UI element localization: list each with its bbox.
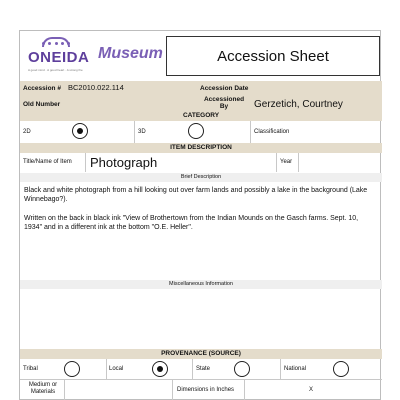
divider <box>64 380 65 400</box>
misc-info-label: Miscellaneous Information <box>20 280 382 289</box>
sheet-header <box>20 31 382 81</box>
dimensions-label: Dimensions in Inches <box>177 387 235 393</box>
brief-description-paragraph-2[interactable]: Written on the back in black ink "View of Brothertown from the Indian Mounds on the Gasch farms. Sept. 10, 1934" and in a different ink at the bottom "O.E. Heller". <box>24 215 359 231</box>
logo-word: ONEIDA <box>28 49 90 66</box>
divider <box>280 359 281 379</box>
provenance-state-label: State <box>196 366 211 372</box>
provenance-row <box>20 359 382 379</box>
accession-date-label: Accession Date <box>200 85 249 92</box>
provenance-heading: PROVENANCE (SOURCE) <box>20 349 382 359</box>
divider <box>244 380 245 400</box>
sheet-title: Accession Sheet <box>166 36 380 76</box>
year-label: Year <box>280 159 293 165</box>
accessioned-by-label: Accessioned By <box>203 96 245 110</box>
old-number-label: Old Number <box>23 101 61 108</box>
accessioned-by-field[interactable]: Gerzetich, Courtney <box>254 99 343 110</box>
category-row <box>20 121 382 143</box>
medium-label: Medium or Materials <box>28 382 58 395</box>
category-2d-radio[interactable] <box>72 123 88 139</box>
divider <box>298 153 299 172</box>
divider <box>85 153 86 172</box>
title-field[interactable]: Photograph <box>90 155 158 170</box>
divider <box>134 121 135 143</box>
brief-description-label: Brief Description <box>20 173 382 182</box>
logo-dots-icon <box>42 42 70 46</box>
provenance-national-radio[interactable] <box>333 361 349 377</box>
divider <box>250 121 251 143</box>
category-2d-label: 2D <box>23 129 31 135</box>
title-row <box>20 153 382 172</box>
title-label: Title/Name of Item <box>23 159 72 165</box>
accession-sheet <box>19 30 381 400</box>
provenance-local-label: Local <box>109 366 124 372</box>
divider <box>172 380 173 400</box>
provenance-national-label: National <box>284 366 307 372</box>
provenance-tribal-label: Tribal <box>23 366 38 372</box>
divider <box>106 359 107 379</box>
divider <box>276 153 277 172</box>
item-description-heading: ITEM DESCRIPTION <box>20 143 382 153</box>
category-3d-label: 3D <box>138 129 146 135</box>
classification-label: Classification <box>254 129 290 135</box>
logo-tagline: A good mind · A good heart · A strong fire <box>28 68 83 72</box>
divider <box>192 359 193 379</box>
dimensions-x-separator: X <box>309 387 314 393</box>
category-heading: CATEGORY <box>20 111 382 121</box>
accession-number-field[interactable]: BC2010.022.114 <box>68 83 124 92</box>
medium-row <box>20 380 382 400</box>
museum-label: Museum <box>98 45 163 62</box>
provenance-local-radio[interactable] <box>152 361 168 377</box>
provenance-state-radio[interactable] <box>234 361 250 377</box>
accession-number-label: Accession # <box>23 85 61 92</box>
provenance-tribal-radio[interactable] <box>64 361 80 377</box>
category-3d-radio[interactable] <box>188 123 204 139</box>
brief-description-paragraph-1[interactable]: Black and white photograph from a hill looking out over farm lands and possibly a lake in the background (Lake Winnebago?). <box>24 187 368 203</box>
